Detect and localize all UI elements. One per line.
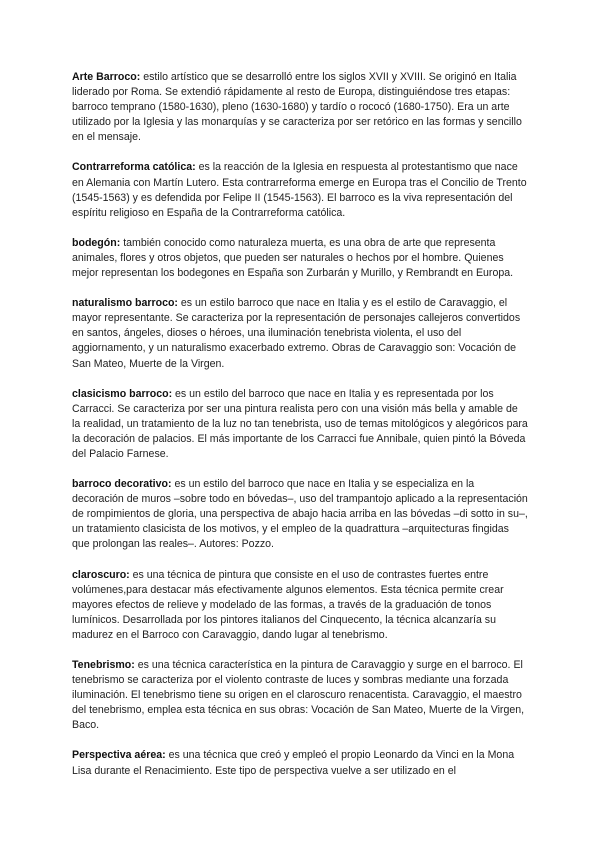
- entry-definition: estilo artístico que se desarrolló entre los siglos XVII y XVIII. Se originó en Italia liderado por Roma. Se extendió rápidamente al resto de Europa, distinguiéndose tres etapas: barroco temprano (1580-1630), pleno (1630-1680) y tardío o rococó (1680-1750). Era un arte utilizado por la Iglesia y las monarquías y se caracteriza por ser retórico en las formas y sencillo en el mensaje.: [72, 71, 522, 144]
- entry-definition: es la reacción de la Iglesia en respuesta al protestantismo que nace en Alemania con Martín Lutero. Esta contrarreforma emerge en Europa tras el Concilio de Trento (1545-1563) y es defendida por Felipe II (1545-1563). El barroco es la viva representación del espíritu religioso en España de la Contrarreforma católica.: [72, 161, 527, 219]
- glossary-entry-naturalismo-barroco: [72, 296, 528, 371]
- entry-definition: es un estilo del barroco que nace en Italia y se especializa en la decoración de muros –sobre todo en bóvedas–, uso del trampantojo aplicado a la representación de rompimientos de gloria, una perspectiva de abajo hacia arriba en las bóvedas –di sotto in su–, un tratamiento clasicista de los motivos, y el empleo de la quadrattura –arquitecturas fingidas que prolongan las reales–. Autores: Pozzo.: [72, 478, 528, 551]
- glossary-entry-barroco-decorativo: [72, 477, 528, 552]
- entry-term: Arte Barroco:: [72, 71, 141, 83]
- entry-definition: es un estilo barroco que nace en Italia y es el estilo de Caravaggio, el mayor representante. Se caracteriza por la representación de personajes callejeros convertidos en santos, ángeles, dioses o héroes, una iluminación tenebrista violenta, el uso del aggiornamento, y un naturalismo exacerbado extremo. Obras de Caravaggio son: Vocación de San Mateo, Muerte de la Virgen.: [72, 297, 521, 370]
- entry-term: clasicismo barroco:: [72, 387, 173, 400]
- glossary-entry-contrarreforma: [72, 160, 528, 220]
- entry-term: Perspectiva aérea:: [72, 749, 166, 762]
- entry-definition: es un estilo del barroco que nace en Italia y es representada por los Carracci. Se caracteriza por ser una pintura realista pero con una visión más bella y amable de la realidad, un tratamiento de la luz no tan tenebrista, uso de temas mitológicos y alegóricos para la decoración de palacios. El más importante de los Carracci fue Annibale, quien pintó la Bóveda del Palacio Farnese.: [72, 387, 528, 460]
- entry-definition: es una técnica característica en la pintura de Caravaggio y surge en el barroco. El tenebrismo se caracteriza por el violento contraste de luces y sombras mediante una forzada iluminación. El tenebrismo tiene su origen en el claroscuro renacentista. Caravaggio, el maestro del tenebrismo, emplea esta técnica en sus obras: Vocación de San Mateo, Muerte de la Virgen, Baco.: [72, 659, 525, 732]
- entry-definition: es una técnica que creó y empleó el propio Leonardo da Vinci en la Mona Lisa durante el Renacimiento. Este tipo de perspectiva vuelve a ser utilizado en el: [72, 749, 515, 777]
- entry-term: naturalismo barroco:: [72, 297, 178, 310]
- glossary-entry-arte-barroco: [72, 70, 528, 145]
- glossary: [72, 70, 528, 794]
- entry-term: bodegón:: [72, 236, 121, 249]
- glossary-entry-claroscuro: [72, 568, 528, 643]
- entry-definition: es una técnica de pintura que consiste en el uso de contrastes fuertes entre volúmenes,para destacar más efectivamente algunos elementos. Esta técnica permite crear mayores efectos de relieve y modelado de las formas, a través de la graduación de tonos lumínicos. Desarrollada por los pintores italianos del Cinquecento, la técnica alcanzaría su madurez en el Barroco con Caravaggio, dando lugar al tenebrismo.: [72, 568, 504, 641]
- glossary-entry-perspectiva-aerea: [72, 748, 528, 778]
- entry-definition: también conocido como naturaleza muerta, es una obra de arte que representa animales, flores y otros objetos, que pueden ser naturales o hechos por el hombre. Quienes mejor representan los bodegones en España son Zurbarán y Murillo, y Rembrandt en Europa.: [72, 236, 514, 280]
- glossary-entry-clasicismo-barroco: [72, 387, 528, 462]
- entry-term: claroscuro:: [72, 568, 130, 581]
- glossary-entry-tenebrismo: [72, 658, 528, 733]
- glossary-entry-bodegon: [72, 236, 528, 281]
- entry-term: Contrarreforma católica:: [72, 161, 196, 174]
- entry-term: barroco decorativo:: [72, 478, 172, 491]
- entry-term: Tenebrismo:: [72, 659, 135, 671]
